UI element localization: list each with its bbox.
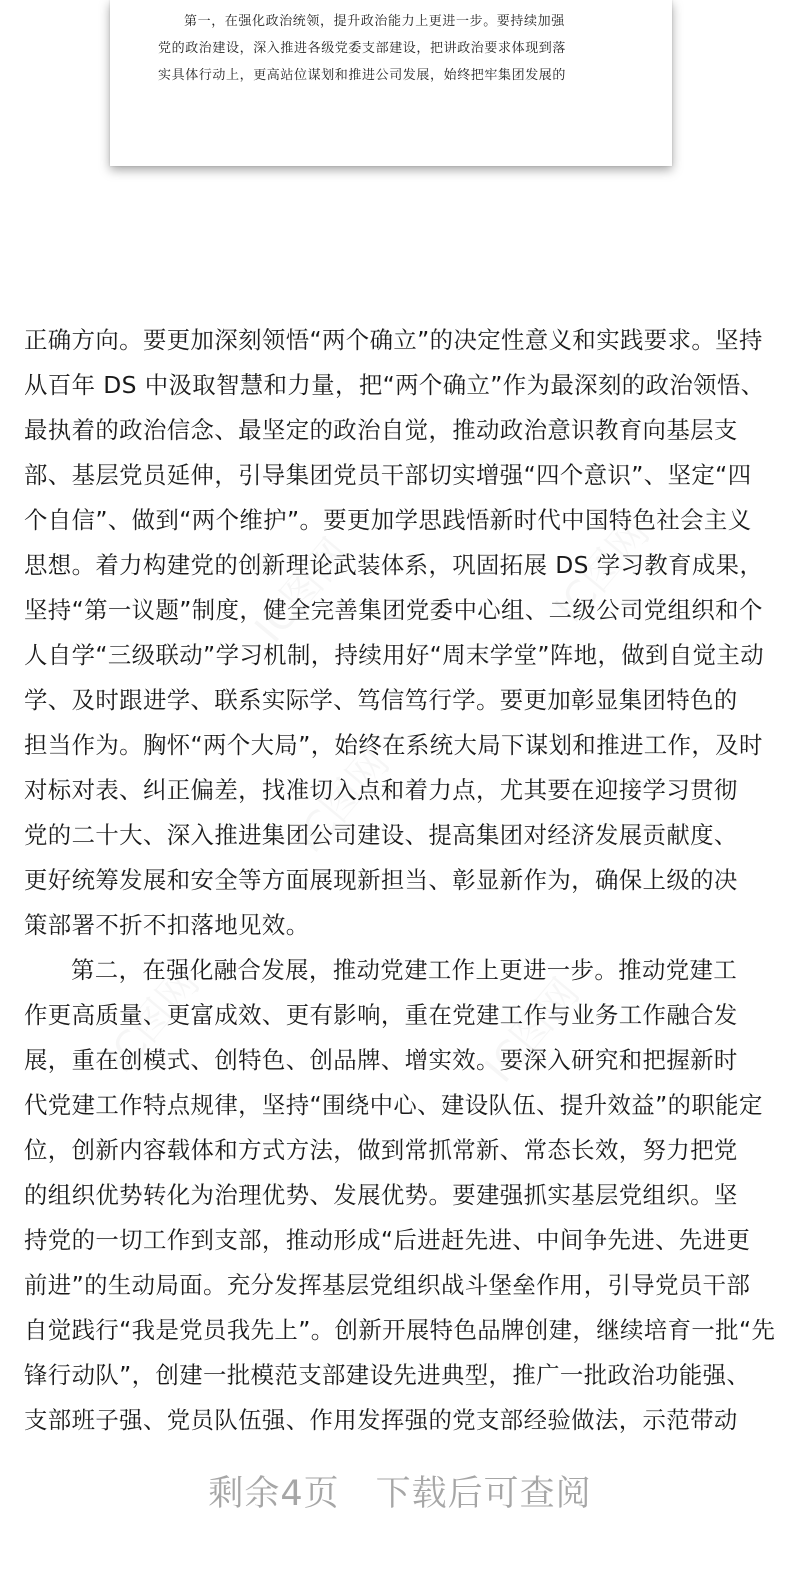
document-body: [24, 318, 776, 1443]
body-line: 策部署不折不扣落地见效。: [24, 911, 310, 939]
preview-paragraph: [158, 8, 632, 89]
preview-line: 党的政治建设，深入推进各级党委支部建设，把讲政治要求体现到落: [158, 41, 567, 56]
remaining-pages-label: 剩余4页: [208, 1474, 340, 1514]
body-line: 党的二十大、深入推进集团公司建设、提高集团对经济发展贡献度、: [24, 821, 738, 849]
body-line: 坚持“第一议题”制度，健全完善集团党委中心组、二级公司党组织和个: [24, 596, 763, 624]
body-line: 正确方向。要更加深刻领悟“两个确立”的决定性意义和实践要求。坚持: [24, 326, 763, 354]
body-line: 第二，在强化融合发展，推动党建工作上更进一步。推动党建工: [71, 956, 738, 984]
body-line: 部、基层党员延伸，引导集团党员干部切实增强“四个意识”、坚定“四: [24, 461, 752, 489]
body-line: 的组织优势转化为治理优势、发展优势。要建强抓实基层党组织。坚: [24, 1181, 738, 1209]
body-line: 位，创新内容载体和方式方法，做到常抓常新、常态长效，努力把党: [24, 1136, 738, 1164]
body-line: 担当作为。胸怀“两个大局”，始终在系统大局下谋划和推进工作，及时: [24, 731, 763, 759]
body-line: 作更高质量、更富成效、更有影响，重在党建工作与业务工作融合发: [24, 1001, 738, 1029]
body-line: 最执着的政治信念、最坚定的政治自觉，推动政治意识教育向基层支: [24, 416, 738, 444]
download-to-read-label: 下载后可查阅: [375, 1474, 592, 1514]
body-line: 学、及时跟进学、联系实际学、笃信笃行学。要更加彰显集团特色的: [24, 686, 738, 714]
preview-line: 第一，在强化政治统领，提升政治能力上更进一步。要持续加强: [184, 14, 565, 29]
body-line: 个自信”、做到“两个维护”。要更加学思践悟新时代中国特色社会主义: [24, 506, 752, 534]
body-line: 锋行动队”，创建一批模范支部建设先进典型，推广一批政治功能强、: [24, 1361, 751, 1389]
document-page-preview: [110, 0, 672, 166]
body-line: 代党建工作特点规律，坚持“围绕中心、建设队伍、提升效益”的职能定: [24, 1091, 763, 1119]
body-line: 持党的一切工作到支部，推动形成“后进赶先进、中间争先进、先进更: [24, 1226, 751, 1254]
preview-line: 实具体行动上，更高站位谋划和推进公司发展，始终把牢集团发展的: [158, 68, 567, 83]
body-line: 支部班子强、党员队伍强、作用发挥强的党支部经验做法，示范带动: [24, 1406, 738, 1434]
body-line: 对标对表、纠正偏差，找准切入点和着力点，尤其要在迎接学习贯彻: [24, 776, 738, 804]
body-line: 前进”的生动局面。充分发挥基层党组织战斗堡垒作用，引导党员干部: [24, 1271, 751, 1299]
body-line: 更好统筹发展和安全等方面展现新担当、彰显新作为，确保上级的决: [24, 866, 738, 894]
body-line: 思想。着力构建党的创新理论武装体系，巩固拓展 DS 学习教育成果，: [24, 551, 764, 579]
download-prompt[interactable]: [0, 1466, 800, 1516]
body-line: 展，重在创模式、创特色、创品牌、增实效。要深入研究和把握新时: [24, 1046, 738, 1074]
body-line: 人自学“三级联动”学习机制，持续用好“周末学堂”阵地，做到自觉主动: [24, 641, 764, 669]
body-line: 自觉践行“我是党员我先上”。创新开展特色品牌创建，继续培育一批“先: [24, 1316, 776, 1344]
body-line: 从百年 DS 中汲取智慧和力量，把“两个确立”作为最深刻的政治领悟、: [24, 371, 765, 399]
